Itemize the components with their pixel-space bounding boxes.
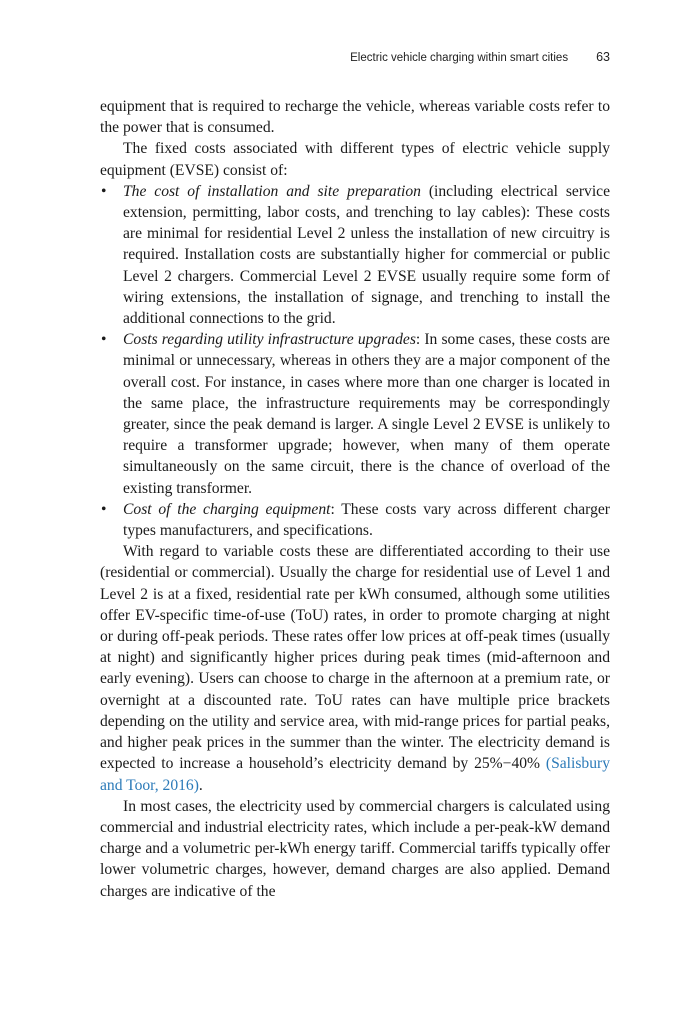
body-text (100, 96, 610, 902)
bullet-icon: • (101, 182, 107, 200)
list-item-term: Cost of the charging equipment (123, 500, 331, 518)
list-item-text: : In some cases, these costs are minimal or unnecessary, whereas in others they are a major component of the overall cost. For instance, in cases where more than one charger is located in the same place, the infrastructure requirements may be correspondingly greater, since the peak demand is larger. A single Level 2 EVSE is unlikely to require a transformer upgrade; however, when many of them operate simultaneously on the same circuit, there is the chance of overload of the existing transformer. (123, 331, 610, 497)
list-item-text: (including electrical service extension, permitting, labor costs, and trenching to lay cables): These costs are minimal for residential Level 2 unless the installation of new circuitry is required. Installation costs are substantially higher for commercial or public Level 2 chargers. Commercial Level 2 EVSE usually require some form of wiring extensions, the installation of signage, and trenching to install the additional connections to the grid. (123, 182, 610, 328)
fixed-costs-list (100, 181, 610, 541)
list-item-term: Costs regarding utility infrastructure upgrades (123, 331, 416, 349)
list-item-term: The cost of installation and site preparation (123, 182, 421, 200)
paragraph-variable-costs (100, 541, 610, 795)
paragraph-variable-costs-text: With regard to variable costs these are differentiated according to their use (residential or commercial). Usually the charge for residential use of Level 1 and Level 2 is at a fixed, residential rate per kWh consumed, although some utilities offer EV-specific time-of-use (ToU) rates, in order to promote charging at night or during off-peak periods. These rates offer low prices at off-peak times (usually at night) and significantly higher prices during peak times (mid-afternoon and early evening). Users can choose to charge in the afternoon at a premium rate, or overnight at a discounted rate. ToU rates can have multiple price brackets depending on the utility and service area, with mid-range prices for partial peaks, and higher peak prices in the summer than the winter. The electricity demand is expected to increase a household’s electricity demand by 25%−40% (100, 543, 610, 773)
running-header (100, 50, 610, 64)
list-item-text: : These costs vary across different charger types manufacturers, and specifications. (123, 500, 610, 540)
list-item (100, 499, 610, 541)
list-item (100, 181, 610, 329)
page-number: 63 (596, 50, 610, 64)
paragraph-fixed-costs: The fixed costs associated with different types of electric vehicle supply equipment (EVSE) consist of: (100, 140, 610, 179)
paragraph-commercial-chargers: In most cases, the electricity used by commercial chargers is calculated using commercial and industrial electricity rates, which include a per-peak-kW demand charge and a volumetric per-kWh energy tariff. Commercial tariffs typically offer lower volumetric charges, however, demand charges are also applied. Demand charges are indicative of the (100, 797, 610, 900)
running-title: Electric vehicle charging within smart cities (350, 52, 569, 64)
list-item (100, 329, 610, 499)
bullet-icon: • (101, 331, 107, 349)
bullet-icon: • (101, 500, 107, 518)
paragraph-continuation: equipment that is required to recharge the vehicle, whereas variable costs refer to the power that is consumed. (100, 98, 610, 137)
citation-link[interactable]: (Salisbury and Toor, 2016) (100, 755, 610, 794)
paragraph-end-punctuation: . (198, 776, 203, 794)
